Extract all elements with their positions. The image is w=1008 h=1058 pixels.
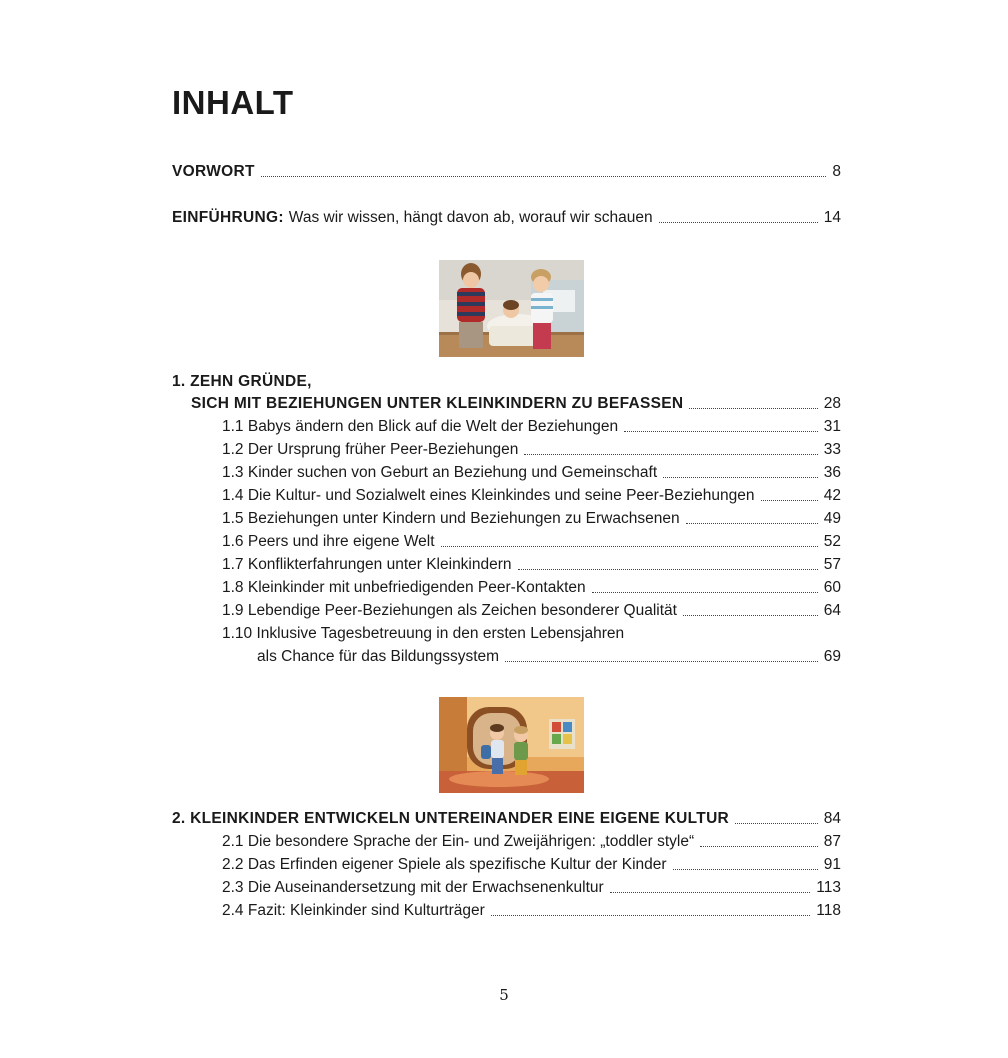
toc-entry-chapter-2[interactable]: [172, 808, 841, 830]
toc-entry-2-2[interactable]: [222, 854, 841, 876]
toc-entry-label: 1.6 Peers und ihre eigene Welt: [222, 533, 435, 550]
leader-dots: [700, 846, 818, 847]
toc-entry-label: 1.7 Konflikterfahrungen unter Kleinkindern: [222, 556, 512, 573]
toc-entry-label: SICH MIT BEZIEHUNGEN UNTER KLEINKINDERN ZU BEFASSEN: [191, 395, 684, 412]
toc-entry-1-8[interactable]: [222, 577, 841, 599]
toc-page-number: 8: [832, 163, 841, 180]
toc-page-number: 31: [823, 418, 841, 435]
toc-entry-label: 1.5 Beziehungen unter Kindern und Beziehungen zu Erwachsenen: [222, 510, 680, 527]
leader-dots: [686, 523, 818, 524]
toc-entry-label-bold: EINFÜHRUNG:: [172, 209, 284, 226]
toc-page-number: 42: [823, 487, 841, 504]
toc-entry-label: 1.1 Babys ändern den Blick auf die Welt der Beziehungen: [222, 418, 619, 435]
toc-entry-chapter-1[interactable]: [191, 393, 841, 415]
toc-entry-label: 1.2 Der Ursprung früher Peer-Beziehungen: [222, 441, 519, 458]
toc-entry-label: 1.9 Lebendige Peer-Beziehungen als Zeichen besonderer Qualität: [222, 602, 677, 619]
leader-dots: [610, 892, 811, 893]
toc-entry-1-4[interactable]: [222, 485, 841, 507]
toc-page-number: 28: [823, 395, 841, 412]
leader-dots: [261, 176, 827, 177]
toc-entry-label: als Chance für das Bildungssystem: [257, 648, 500, 665]
toc-page-number: 113: [816, 879, 841, 896]
toc-page-number: 52: [823, 533, 841, 550]
toc-page-number: 87: [823, 833, 841, 850]
toc-page-number: 118: [816, 902, 841, 919]
leader-dots: [524, 454, 817, 455]
toc-entry-label: 2.3 Die Auseinandersetzung mit der Erwachsenenkultur: [222, 879, 604, 896]
toc-entry-1-2[interactable]: [222, 439, 841, 461]
toc-page-number: 36: [823, 464, 841, 481]
leader-dots: [491, 915, 811, 916]
leader-dots: [683, 615, 818, 616]
toc-entry-label: VORWORT: [172, 163, 255, 180]
toc-entry-1-5[interactable]: [222, 508, 841, 530]
toc-entry-einfuehrung[interactable]: [172, 207, 841, 229]
leader-dots: [761, 500, 818, 501]
leader-dots: [735, 823, 818, 824]
chapter-1-heading-line1: 1. ZEHN GRÜNDE,: [172, 373, 312, 390]
toc-page-number: 49: [823, 510, 841, 527]
toc-entry-2-4[interactable]: [222, 900, 841, 922]
toc-entry-vorwort[interactable]: [172, 161, 841, 183]
leader-dots: [659, 222, 818, 223]
leader-dots: [673, 869, 818, 870]
toc-entry-1-7[interactable]: [222, 554, 841, 576]
toc-entry-1-6[interactable]: [222, 531, 841, 553]
leader-dots: [518, 569, 818, 570]
toc-page-number: 14: [823, 209, 841, 226]
children-playroom-photo: [439, 697, 584, 793]
toc-entry-label: Was wir wissen, hängt davon ab, worauf wir schauen: [288, 209, 653, 226]
leader-dots: [592, 592, 818, 593]
toc-entry-1-9[interactable]: [222, 600, 841, 622]
toc-entry-label: 1.3 Kinder suchen von Geburt an Beziehung und Gemeinschaft: [222, 464, 658, 481]
leader-dots: [505, 661, 818, 662]
toc-page-number: 69: [823, 648, 841, 665]
toc-page-number: 57: [823, 556, 841, 573]
leader-dots: [441, 546, 818, 547]
toc-page-number: 84: [823, 810, 841, 827]
toc-entry-1-10-line1: 1.10 Inklusive Tagesbetreuung in den ersten Lebensjahren: [222, 625, 625, 642]
leader-dots: [624, 431, 818, 432]
children-washbasin-photo: [439, 260, 584, 357]
toc-entry-label: 2. KLEINKINDER ENTWICKELN UNTEREINANDER EINE EIGENE KULTUR: [172, 810, 730, 827]
toc-entry-2-1[interactable]: [222, 831, 841, 853]
toc-page-number: 91: [823, 856, 841, 873]
toc-page-number: 33: [823, 441, 841, 458]
toc-entry-2-3[interactable]: [222, 877, 841, 899]
toc-entry-label: 2.4 Fazit: Kleinkinder sind Kulturträger: [222, 902, 485, 919]
toc-entry-1-1[interactable]: [222, 416, 841, 438]
toc-entry-1-3[interactable]: [222, 462, 841, 484]
toc-entry-label: 2.2 Das Erfinden eigener Spiele als spezifische Kultur der Kinder: [222, 856, 667, 873]
leader-dots: [663, 477, 818, 478]
toc-entry-label: 2.1 Die besondere Sprache der Ein- und Zweijährigen: „toddler style“: [222, 833, 695, 850]
page-title: INHALT: [172, 84, 294, 121]
toc-entry-label: 1.8 Kleinkinder mit unbefriedigenden Peer-Kontakten: [222, 579, 586, 596]
toc-entry-label: 1.4 Die Kultur- und Sozialwelt eines Kleinkindes und seine Peer-Beziehungen: [222, 487, 755, 504]
toc-page-number: 60: [823, 579, 841, 596]
toc-page-number: 64: [823, 602, 841, 619]
toc-entry-1-10[interactable]: [257, 646, 841, 668]
leader-dots: [689, 408, 817, 409]
page-number: 5: [499, 986, 509, 1004]
